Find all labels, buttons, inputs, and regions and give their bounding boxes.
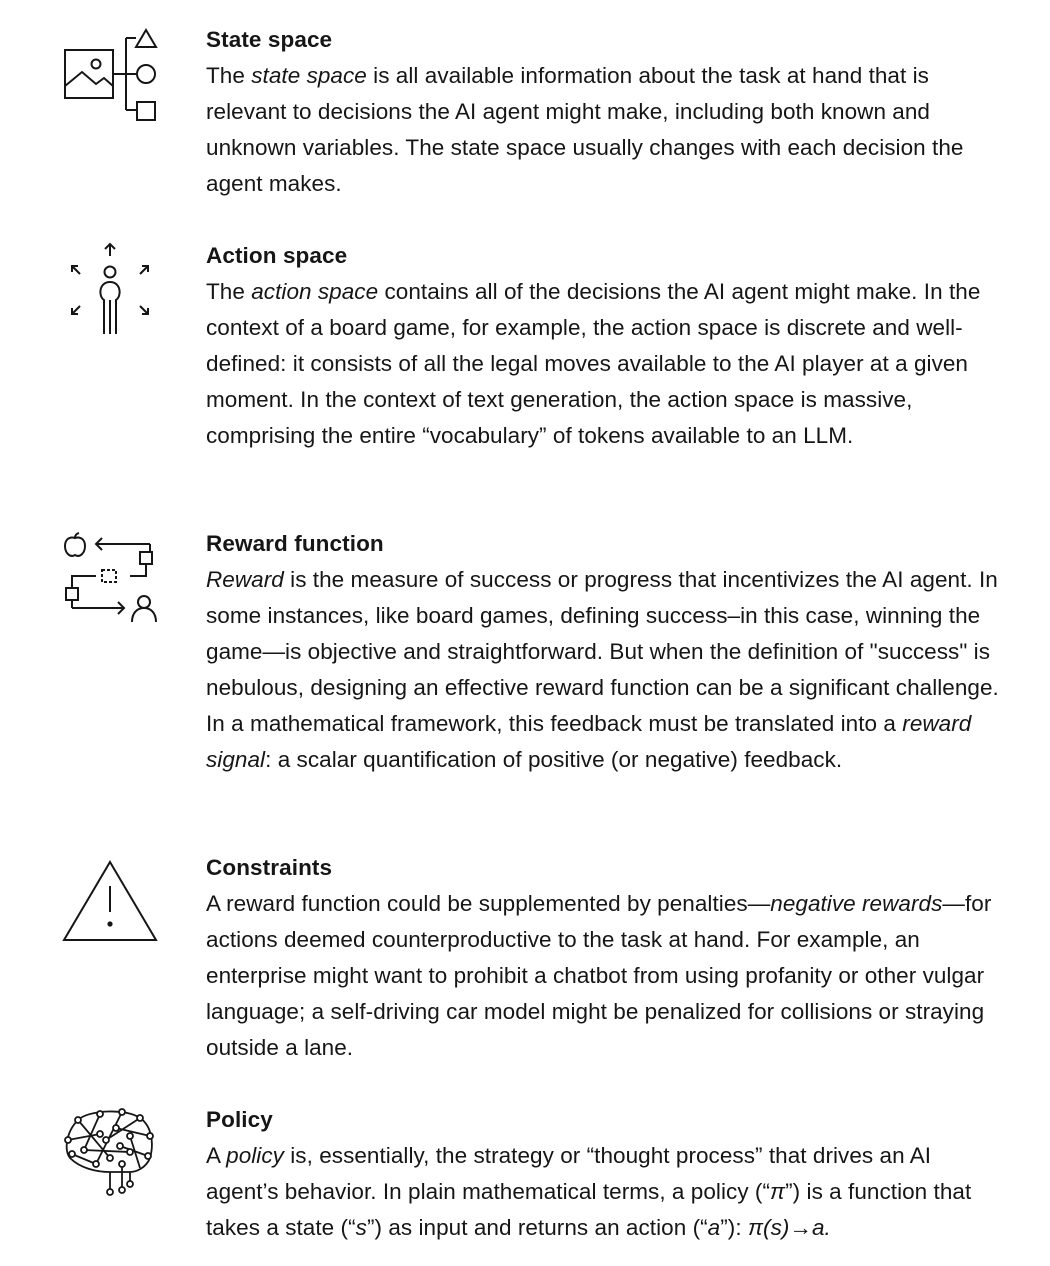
section-title: Reward function [206, 531, 384, 556]
section-title: State space [206, 27, 333, 52]
neural-brain-icon [60, 1106, 160, 1206]
section-text [206, 1106, 1006, 1246]
section-body: A reward function could be supplemented by penalties—negative rewards—for actions deemed counterproductive to the task at hand. For example, an enterprise might want to prohibit a chatbot from using profanity or other vulgar language; a self-driving car model might be penalized for collisions or straying outside a lane. [206, 891, 992, 1060]
section-text [206, 242, 1006, 454]
warning-triangle-icon [60, 858, 160, 958]
section-title: Action space [206, 243, 348, 268]
section-text [206, 530, 1006, 778]
section-title: Constraints [206, 855, 333, 880]
section-body: The action space contains all of the decisions the AI agent might make. In the context of a board game, for example, the action space is discrete and well-defined: it consists of all the legal moves available to the AI player at a given moment. In the context of text generation, the action space is massive, comprising the entire “vocabulary” of tokens available to an LLM. [206, 279, 981, 448]
section-body: Reward is the measure of success or progress that incentivizes the AI agent. In some instances, like board games, defining success–in this case, winning the game—is objective and straightforward. But when the definition of "success" is nebulous, designing an effective reward function can be a significant challenge. In a mathematical framework, this feedback must be translated into a reward signal: a scalar quantification of positive (or negative) feedback. [206, 567, 999, 772]
section-body: A policy is, essentially, the strategy or “thought process” that drives an AI agent’s behavior. In plain mathematical terms, a policy (“π”) is a function that takes a state (“s”) as input and returns an action (“a”): π(s)→a. [206, 1143, 972, 1240]
section-body: The state space is all available information about the task at hand that is relevant to decisions the AI agent might make, including both known and unknown variables. The state space usually changes with each decision the agent makes. [206, 63, 964, 196]
action-space-icon [60, 242, 160, 342]
section-text [206, 26, 1006, 202]
section-title: Policy [206, 1107, 273, 1132]
section-text [206, 854, 1006, 1066]
state-space-icon [60, 28, 160, 128]
reward-function-icon [60, 530, 160, 630]
